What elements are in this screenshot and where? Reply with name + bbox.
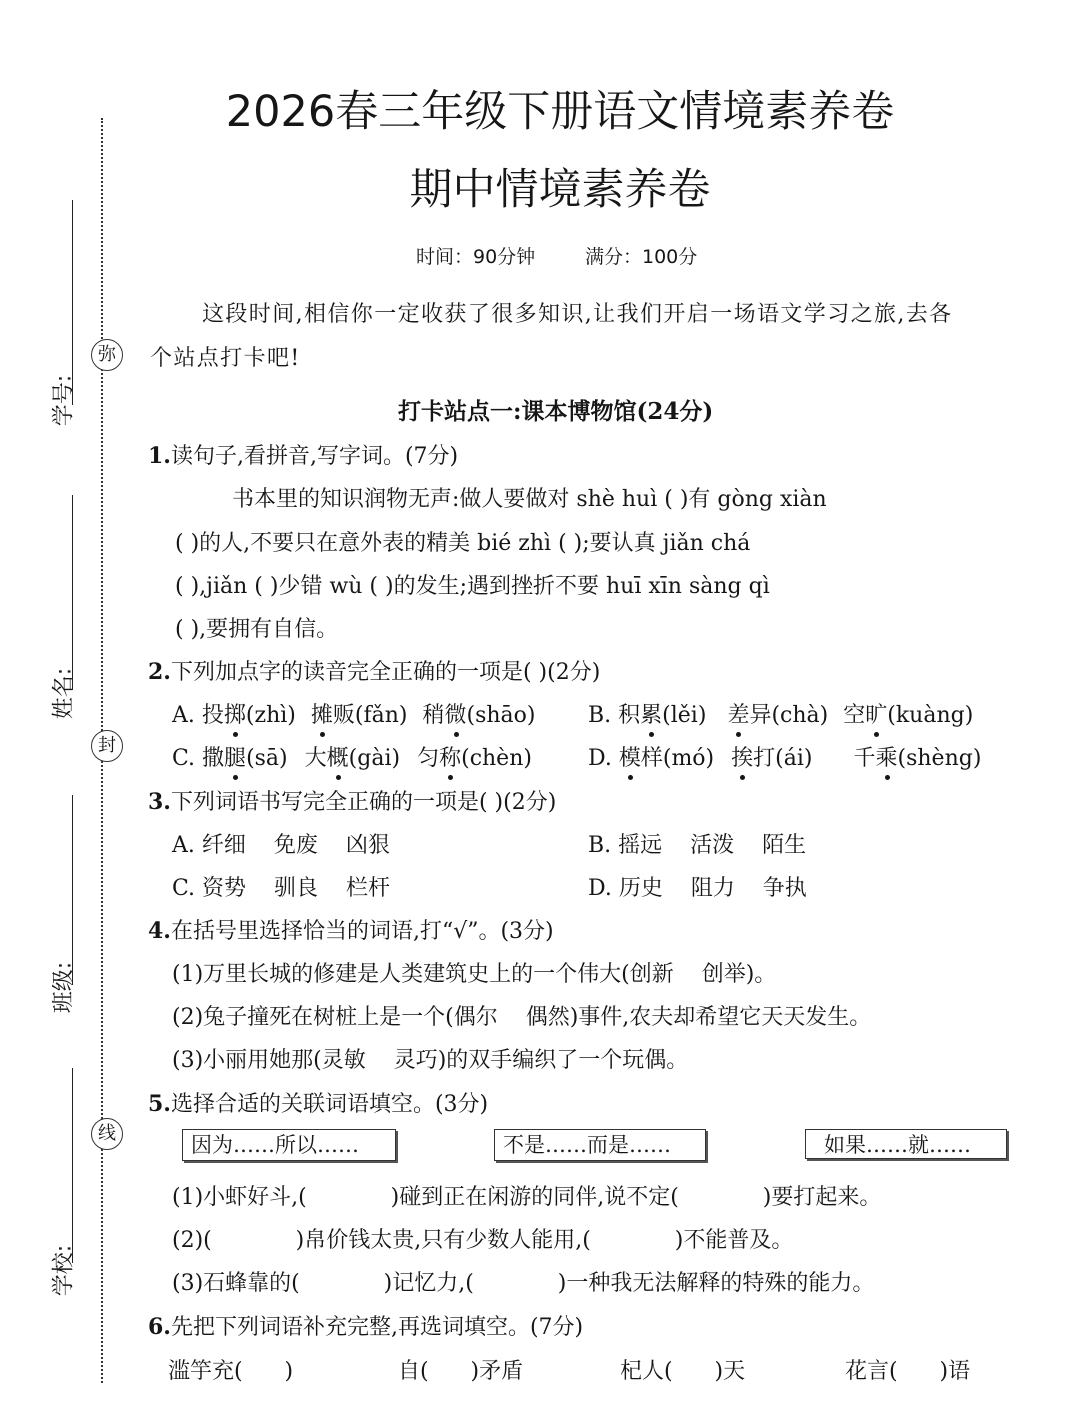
conjunction-box-1: 因为……所以…… xyxy=(182,1129,396,1161)
conjunction-box-3: 如果……就…… xyxy=(805,1129,1007,1159)
q4-sentence-2: (2)兔子撞死在树桩上是一个(偶尔 偶然)事件,农夫却希望它天天发生。 xyxy=(172,1005,872,1030)
q2-option: 摊贩(fǎn) xyxy=(311,703,408,728)
question-number: 1. xyxy=(148,443,171,469)
q2-option: 匀称(chèn) xyxy=(417,746,532,771)
q1-line-1: 书本里的知识润物无声:做人要做对 shè huì ( )有 gòng xiàn xyxy=(232,487,827,512)
q2-row-1b xyxy=(588,698,973,729)
seal-mark-xian: 线 xyxy=(91,1118,123,1150)
question-text: 先把下列词语补充完整,再选词填空。(7分) xyxy=(170,1315,584,1340)
conjunction-box-2: 不是……而是…… xyxy=(494,1129,706,1161)
school-label: 学校: xyxy=(51,1244,77,1297)
q2-option: A. 投掷(zhì) xyxy=(172,703,296,728)
question-text: 在括号里选择恰当的词语,打“√”。(3分) xyxy=(170,919,554,944)
q2-option: 空旷(kuàng) xyxy=(843,703,973,728)
idiom-3: 杞人( )天 xyxy=(620,1359,746,1384)
q4-sentence-3: (3)小丽用她那(灵敏 灵巧)的双手编织了一个玩偶。 xyxy=(172,1048,689,1073)
q5-sentence-1: (1)小虾好斗,( )碰到正在闲游的同伴,说不定( )要打起来。 xyxy=(172,1185,882,1210)
question-2-title xyxy=(148,655,600,686)
idiom-2: 自( )矛盾 xyxy=(398,1359,524,1384)
q3-option-c: C. 资势 驯良 栏杆 xyxy=(172,876,390,901)
q3-option-a: A. 纤细 免废 凶狠 xyxy=(172,833,390,858)
question-number: 3. xyxy=(148,789,171,815)
idiom-1: 滥竽充( ) xyxy=(168,1359,294,1384)
question-1-title xyxy=(148,439,458,470)
q2-option: D. 模样(mó) xyxy=(588,746,714,771)
name-label: 姓名: xyxy=(51,667,77,720)
intro-line-2: 个站点打卡吧! xyxy=(150,346,301,371)
idiom-4: 花言( )语 xyxy=(845,1359,971,1384)
q5-sentence-2: (2)( )帛价钱太贵,只有少数人能用,( )不能普及。 xyxy=(172,1228,794,1253)
section-heading: 打卡站点一:课本博物馆(24分) xyxy=(398,398,714,425)
question-number: 6. xyxy=(148,1314,171,1340)
q1-line-4: ( ),要拥有自信。 xyxy=(175,617,339,642)
q4-sentence-1: (1)万里长城的修建是人类建筑史上的一个伟大(创新 创举)。 xyxy=(172,962,777,987)
page-subtitle: 期中情境素养卷 xyxy=(409,165,711,215)
q2-option: 挨打(ái) xyxy=(731,746,812,771)
q2-row-2b xyxy=(588,741,981,772)
exam-score: 满分：100分 xyxy=(585,246,698,268)
question-text: 读句子,看拼音,写字词。(7分) xyxy=(170,444,459,469)
question-number: 4. xyxy=(148,918,171,944)
q1-line-2: ( )的人,不要只在意外表的精美 bié zhì ( );要认真 jiǎn chá xyxy=(175,531,751,556)
question-text: 下列词语书写完全正确的一项是( )(2分) xyxy=(170,790,557,815)
question-number: 2. xyxy=(148,659,171,685)
student-id-label: 学号: xyxy=(51,374,77,427)
question-number: 5. xyxy=(148,1091,171,1117)
q2-row-1 xyxy=(172,698,536,729)
intro-line-1: 这段时间,相信你一定收获了很多知识,让我们开启一场语文学习之旅,去各 xyxy=(202,302,953,327)
seal-mark-feng: 封 xyxy=(91,730,123,762)
page-title: 2026春三年级下册语文情境素养卷 xyxy=(225,87,895,137)
question-4-title xyxy=(148,914,554,945)
q2-option: 稍微(shāo) xyxy=(422,703,535,728)
q5-sentence-3: (3)石蜂靠的( )记忆力,( )一种我无法解释的特殊的能力。 xyxy=(172,1271,875,1296)
question-6-title xyxy=(148,1310,583,1341)
q2-option: 差异(chà) xyxy=(727,703,828,728)
q3-option-d: D. 历史 阻力 争执 xyxy=(588,876,807,901)
class-label: 班级: xyxy=(51,961,77,1014)
question-text: 下列加点字的读音完全正确的一项是( )(2分) xyxy=(170,660,601,685)
q1-line-3: ( ),jiǎn ( )少错 wù ( )的发生;遇到挫折不要 huī xīn sàng qì xyxy=(175,574,770,599)
q2-option: B. 积累(lěi) xyxy=(588,703,706,728)
q2-row-2 xyxy=(172,741,532,772)
exam-time: 时间：90分钟 xyxy=(416,246,536,268)
question-3-title xyxy=(148,785,556,816)
seal-mark-mi: 弥 xyxy=(91,339,123,371)
q3-option-b: B. 摇远 活泼 陌生 xyxy=(588,833,807,858)
q2-option: C. 撒腿(sā) xyxy=(172,746,288,771)
q2-option: 千乘(shèng) xyxy=(853,746,981,771)
question-text: 选择合适的关联词语填空。(3分) xyxy=(170,1092,489,1117)
question-5-title xyxy=(148,1087,488,1118)
q2-option: 大概(gài) xyxy=(305,746,400,771)
